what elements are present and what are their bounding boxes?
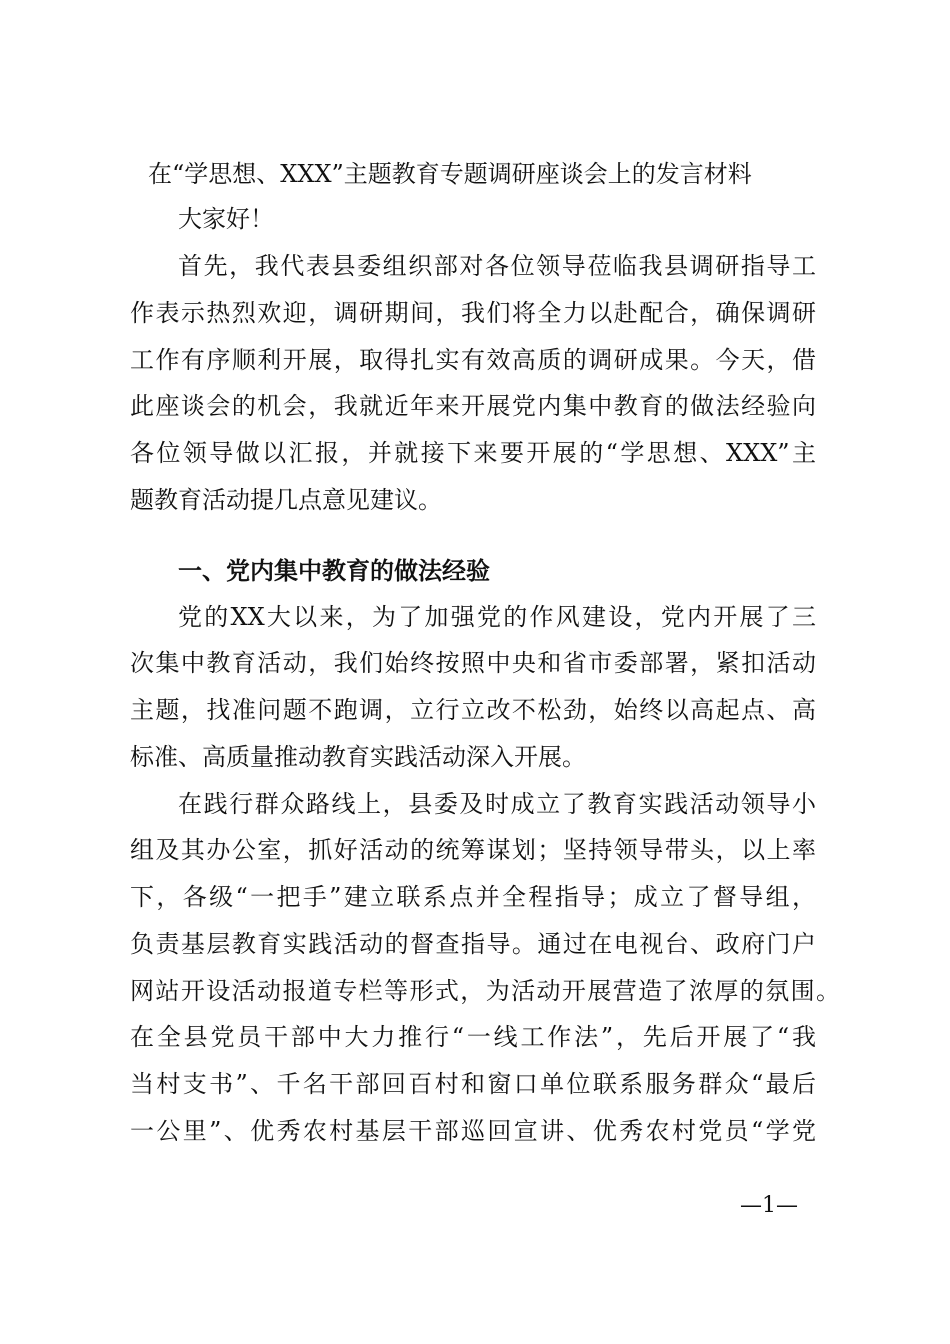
paragraph-line: 当村支书”、千名干部回百村和窗口单位联系服务群众“最后 — [130, 1070, 816, 1098]
paragraph-line: 主题，找准问题不跑调，立行立改不松劲，始终以高起点、高 — [130, 696, 816, 724]
paragraph-line: 各位领导做以汇报，并就接下来要开展的“学思想、XXX”主 — [130, 439, 816, 467]
document-title: 在“学思想、XXX”主题教育专题调研座谈会上的发言材料 — [148, 160, 752, 188]
paragraph-line: 在践行群众路线上，县委及时成立了教育实践活动领导小 — [178, 790, 816, 818]
paragraph-line: 首先，我代表县委组织部对各位领导莅临我县调研指导工 — [178, 252, 816, 280]
greeting: 大家好！ — [178, 205, 274, 233]
paragraph-line: 一公里”、优秀农村基层干部巡回宣讲、优秀农村党员“学党 — [130, 1117, 816, 1145]
section-heading: 一、党内集中教育的做法经验 — [178, 557, 490, 585]
paragraph-line: 负责基层教育实践活动的督查指导。通过在电视台、政府门户 — [130, 930, 816, 958]
paragraph-line: 作表示热烈欢迎，调研期间，我们将全力以赴配合，确保调研 — [130, 299, 816, 327]
paragraph-line: 标准、高质量推动教育实践活动深入开展。 — [130, 743, 586, 771]
paragraph-line: 次集中教育活动，我们始终按照中央和省市委部署，紧扣活动 — [130, 649, 816, 677]
paragraph-line: 题教育活动提几点意见建议。 — [130, 486, 442, 514]
paragraph-line: 组及其办公室，抓好活动的统筹谋划；坚持领导带头，以上率 — [130, 836, 816, 864]
page-number: —1— — [740, 1193, 798, 1218]
paragraph-line: 下，各级“一把手”建立联系点并全程指导；成立了督导组， — [130, 883, 816, 911]
paragraph-line: 网站开设活动报道专栏等形式，为活动开展营造了浓厚的氛围。 — [130, 977, 840, 1005]
paragraph-line: 工作有序顺利开展，取得扎实有效高质的调研成果。今天，借 — [130, 346, 816, 374]
paragraph-line: 此座谈会的机会，我就近年来开展党内集中教育的做法经验向 — [130, 392, 816, 420]
paragraph-line: 在全县党员干部中大力推行“一线工作法”，先后开展了“我 — [130, 1023, 816, 1051]
paragraph-line: 党的XX大以来，为了加强党的作风建设，党内开展了三 — [178, 603, 816, 631]
